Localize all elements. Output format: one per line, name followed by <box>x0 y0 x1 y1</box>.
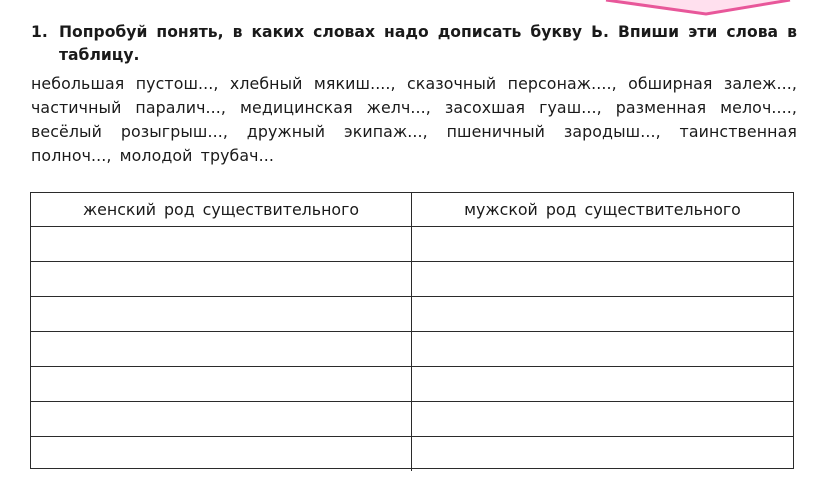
exercise-heading <box>31 21 797 67</box>
answer-cell-masculine[interactable] <box>412 297 794 332</box>
exercise-instruction: Попробуй понять, в каких словах надо дописать букву Ь. Впиши эти слова в таблицу. <box>59 23 797 64</box>
answer-cell-feminine[interactable] <box>31 297 412 332</box>
exercise-block <box>31 21 797 168</box>
answer-cell-masculine[interactable] <box>412 262 794 297</box>
table-header-row <box>31 193 793 227</box>
table-row <box>31 227 793 262</box>
header-feminine: женский род существительного <box>31 193 412 227</box>
answer-cell-masculine[interactable] <box>412 402 794 437</box>
table-row <box>31 332 793 367</box>
word-list: небольшая пустош..., хлебный мякиш...., сказочный персонаж...., обширная залеж..., частичный паралич..., медицинская желч..., засохшая гуаш..., разменная мелоч...., весёлый розыгрыш..., дружный экипаж..., пшеничный зародыш..., таинственная полноч..., молодой трубач... <box>31 74 797 165</box>
table-row <box>31 367 793 402</box>
answer-cell-masculine[interactable] <box>412 367 794 402</box>
answer-cell-feminine[interactable] <box>31 262 412 297</box>
table-row <box>31 262 793 297</box>
table-row <box>31 437 793 472</box>
header-masculine: мужской род существительного <box>412 193 794 227</box>
answer-table <box>30 192 794 469</box>
answer-cell-feminine[interactable] <box>31 227 412 262</box>
answer-cell-feminine[interactable] <box>31 402 412 437</box>
table-row <box>31 402 793 437</box>
answer-cell-feminine[interactable] <box>31 367 412 402</box>
answer-cell-masculine[interactable] <box>412 227 794 262</box>
answer-cell-masculine[interactable] <box>412 332 794 367</box>
answer-cell-masculine[interactable] <box>412 437 794 472</box>
exercise-number: 1. <box>31 23 48 41</box>
answer-cell-feminine[interactable] <box>31 332 412 367</box>
table-row <box>31 297 793 332</box>
answer-cell-feminine[interactable] <box>31 437 412 472</box>
